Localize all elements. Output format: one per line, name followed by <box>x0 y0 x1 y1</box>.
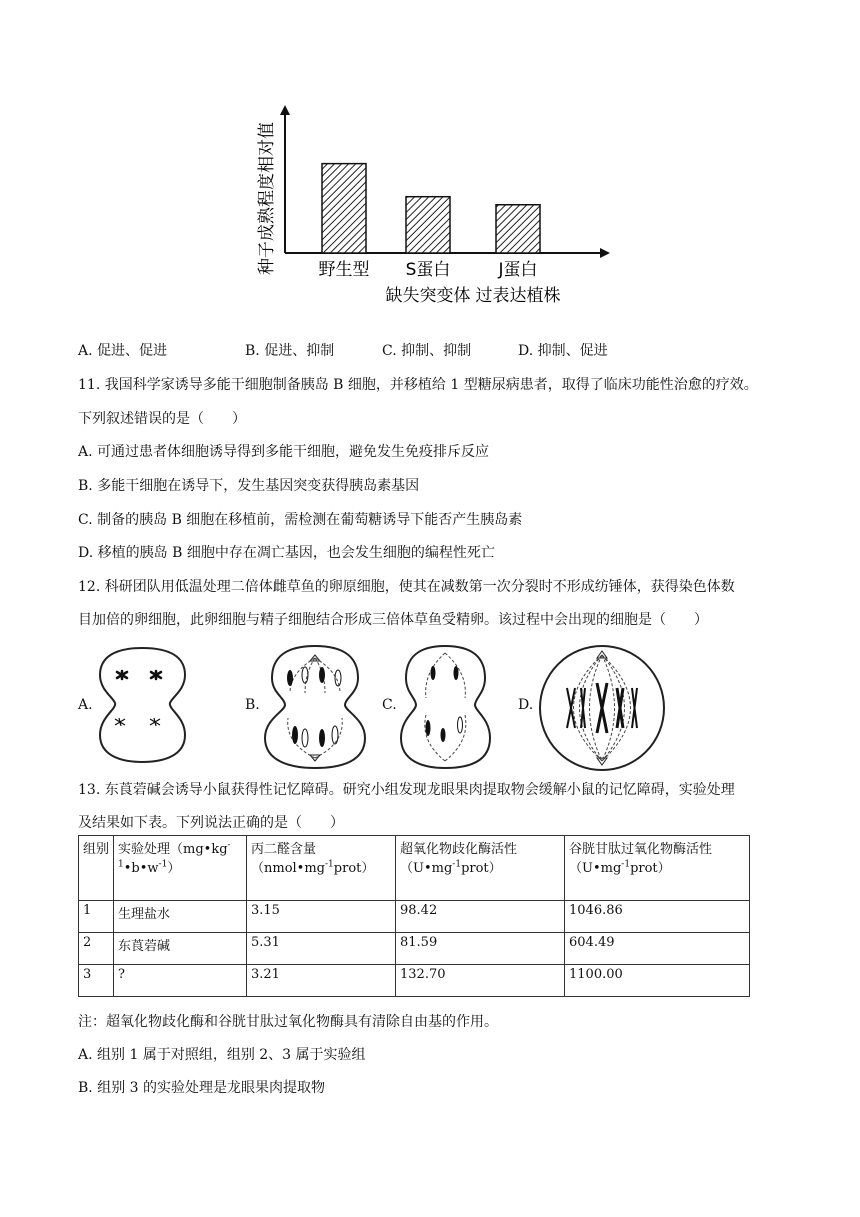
cell-sod: 81.59 <box>396 933 565 965</box>
cell-sod: 132.70 <box>396 965 565 997</box>
header-group: 组别 <box>79 836 114 901</box>
header-gsh-px: 谷胱甘肽过氧化物酶活性$(U•mg^{-1}prot)$ <box>565 836 750 901</box>
q10-option-a: A. 促进、促进 <box>78 343 168 359</box>
y-axis-arrow <box>280 105 290 115</box>
y-axis-label: 种子成熟程度相对值 <box>257 122 277 275</box>
q11-option-b: B. 多能干细胞在诱导下，发生基因突变获得胰岛素基因 <box>78 478 420 494</box>
cell-mda: 3.21 <box>247 965 396 997</box>
bar <box>322 164 366 253</box>
q11-stem-line1: 11. 我国科学家诱导多能干细胞制备胰岛 B 细胞，并移植给 1 型糖尿病患者，取得了临床功能性治愈的疗效。 <box>78 377 758 393</box>
q13-stem-line1: 13. 东莨菪碱会诱导小鼠获得性记忆障碍。研究小组发现龙眼果肉提取物会缓解小鼠的记忆障碍，实验处理 <box>78 782 735 798</box>
q12-label-a: A. <box>78 697 93 713</box>
q12-label-b: B. <box>245 697 260 713</box>
x-tick-label: S蛋白 <box>405 260 451 280</box>
q12-stem-line1: 12. 科研团队用低温处理二倍体雌草鱼的卵原细胞，使其在减数第一次分裂时不形成纺锤体，获得染色体数 <box>78 579 735 595</box>
q13-stem-line2: 及结果如下表。下列说法正确的是（ ） <box>78 815 344 831</box>
q11-option-d: D. 移植的胰岛 B 细胞中存在凋亡基因，也会发生细胞的编程性死亡 <box>78 545 495 561</box>
cell-treatment: ? <box>114 965 247 997</box>
cell-treatment: 生理盐水 <box>114 901 247 933</box>
q12-label-d: D. <box>518 697 534 713</box>
q11-option-c: C. 制备的胰岛 B 细胞在移植前，需检测在葡萄糖诱导下能否产生胰岛素 <box>78 512 523 528</box>
cell-diagram-b <box>260 643 370 771</box>
q10-option-c: C. 抑制、抑制 <box>382 343 472 359</box>
x-axis-arrow <box>600 248 610 258</box>
q13-note: 注：超氧化物歧化酶和谷胱甘肽过氧化物酶具有清除自由基的作用。 <box>78 1014 498 1030</box>
bar <box>496 205 540 253</box>
cell-gsh-px: 1046.86 <box>565 901 750 933</box>
q10-bar-chart <box>240 95 620 310</box>
cell-diagram-a <box>95 645 190 765</box>
table-header-row <box>79 836 750 901</box>
x-tick-label: 野生型 <box>318 260 370 280</box>
q10-option-d: D. 抑制、促进 <box>518 343 608 359</box>
x-tick-label: J蛋白 <box>498 260 538 280</box>
q11-stem-line2: 下列叙述错误的是（ ） <box>78 411 246 427</box>
bar <box>406 197 450 253</box>
q12-stem-line2: 目加倍的卵细胞，此卵细胞与精子细胞结合形成三倍体草鱼受精卵。该过程中会出现的细胞是（ ） <box>78 612 708 628</box>
cell-mda: 5.31 <box>247 933 396 965</box>
table-row <box>79 965 750 997</box>
cell-gsh-px: 1100.00 <box>565 965 750 997</box>
cell-group: 2 <box>79 933 114 965</box>
q12-label-c: C. <box>382 697 397 713</box>
cell-group: 1 <box>79 901 114 933</box>
header-treatment: 实验处理$(mg•kg^{-1}•b•w^{-1})$ <box>114 836 247 901</box>
q13-option-b: B. 组别 3 的实验处理是龙眼果肉提取物 <box>78 1080 325 1096</box>
header-mda: 丙二醛含量$(nmol•mg^{-1}prot)$ <box>247 836 396 901</box>
cell-treatment: 东莨菪碱 <box>114 933 247 965</box>
header-sod: 超氧化物歧化酶活性$(U•mg^{-1}prot)$ <box>396 836 565 901</box>
cell-group: 3 <box>79 965 114 997</box>
cell-diagram-d <box>537 643 667 773</box>
q13-data-table <box>78 835 750 997</box>
x-tick-label: 过表达植株 <box>475 286 561 306</box>
cell-diagram-c <box>398 643 493 771</box>
q13-option-a: A. 组别 1 属于对照组，组别 2、3 属于实验组 <box>78 1047 366 1063</box>
cell-sod: 98.42 <box>396 901 565 933</box>
cell-gsh-px: 604.49 <box>565 933 750 965</box>
table-row <box>79 901 750 933</box>
table-row <box>79 933 750 965</box>
q11-option-a: A. 可通过患者体细胞诱导得到多能干细胞，避免发生免疫排斥反应 <box>78 444 490 460</box>
x-tick-label: 缺失突变体 <box>385 286 471 306</box>
cell-mda: 3.15 <box>247 901 396 933</box>
q10-option-b: B. 促进、抑制 <box>245 343 335 359</box>
